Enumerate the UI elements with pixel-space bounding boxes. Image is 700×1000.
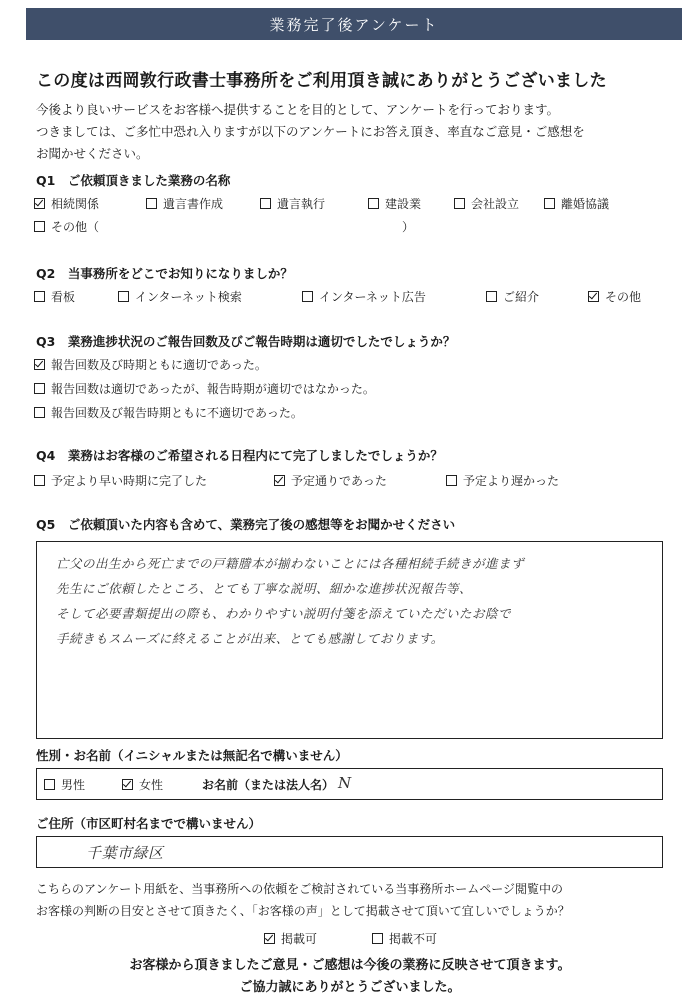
checkbox[interactable] — [260, 198, 271, 209]
q4-label: Q4 業務はお客様のご希望される日程内にて完了しましたでしょうか？ — [36, 448, 443, 463]
checkbox-checked[interactable] — [34, 359, 45, 370]
intro-line-1: 今後より良いサービスをお客様へ提供することを目的として、アンケートを行っております。 — [36, 102, 560, 117]
name-label: お名前（または法人名） — [202, 778, 335, 792]
checkbox[interactable] — [302, 291, 313, 302]
q2-option-signboard[interactable]: 看板 — [34, 288, 75, 305]
q1-label: Q1 ご依頼頂きました業務の名称 — [36, 173, 231, 188]
q1-option-will-drafting[interactable]: 遺言書作成 — [146, 195, 223, 212]
checkbox-checked[interactable] — [588, 291, 599, 302]
q5-answer-line-1: 亡父の出生から死亡までの戸籍謄本が揃わないことには各種相続手続きが進まず — [56, 556, 525, 571]
q1-option-company-setup[interactable]: 会社設立 — [454, 195, 519, 212]
publish-allow[interactable]: 掲載可 — [264, 930, 317, 947]
q1-option-construction[interactable]: 建設業 — [368, 195, 421, 212]
address-value: 千葉市緑区 — [86, 844, 164, 862]
checkbox[interactable] — [34, 383, 45, 394]
checkbox[interactable] — [544, 198, 555, 209]
q4-option-on-schedule[interactable]: 予定通りであった — [274, 472, 387, 489]
name-value[interactable]: N — [338, 774, 352, 792]
checkbox[interactable] — [44, 779, 55, 790]
checkbox[interactable] — [118, 291, 129, 302]
checkbox[interactable] — [454, 198, 465, 209]
gender-female[interactable]: 女性 — [122, 776, 163, 793]
checkbox-checked[interactable] — [122, 779, 133, 790]
q5-answer-line-4: 手続きもスムーズに終えることが出来、とても感謝しております。 — [56, 631, 444, 646]
survey-header — [26, 8, 682, 40]
closing-line-1: お客様から頂きましたご意見・ご感想は今後の業務に反映させて頂きます。 — [129, 958, 571, 973]
q5-answer-line-3: そして必要書類提出の際も、わかりやすい説明付箋を添えていただいたお陰で — [56, 606, 512, 621]
q1-option-will-execution[interactable]: 遺言執行 — [260, 195, 325, 212]
checkbox[interactable] — [372, 933, 383, 944]
publish-text-1: こちらのアンケート用紙を、当事務所への依頼をご検討されている当事務所ホームページ閲覧中の — [36, 882, 564, 896]
q2-option-web-search[interactable]: インターネット検索 — [118, 288, 242, 305]
intro-line-2: つきましては、ご多忙中恐れ入りますが以下のアンケートにお答え頂き、率直なご意見・ご感想を — [36, 124, 585, 139]
q1-option-divorce[interactable]: 離婚協議 — [544, 195, 609, 212]
closing-line-2: ご協力誠にありがとうございました。 — [239, 980, 461, 995]
checkbox-checked[interactable] — [34, 198, 45, 209]
q2-option-other[interactable]: その他 — [588, 288, 641, 305]
q3-option-1[interactable]: 報告回数及び時期ともに適切であった。 — [34, 356, 267, 373]
survey-title: 業務完了後アンケート — [269, 15, 439, 34]
checkbox[interactable] — [34, 475, 45, 486]
checkbox[interactable] — [34, 221, 45, 232]
q3-label: Q3 業務進捗状況のご報告回数及びご報告時期は適切でしたでしょうか？ — [36, 334, 456, 349]
intro-line-3: お聞かせください。 — [36, 146, 149, 161]
gender-male[interactable]: 男性 — [44, 776, 85, 793]
q1-option-inheritance[interactable]: 相続関係 — [34, 195, 99, 212]
publish-text-2: お客様の判断の目安とさせて頂きたく、「お客様の声」として掲載させて頂いて宜しいでしょうか？ — [36, 904, 570, 918]
main-title: この度は西岡敦行政書士事務所をご利用頂き誠にありがとうございました — [36, 71, 607, 91]
checkbox[interactable] — [34, 291, 45, 302]
q2-label: Q2 当事務所をどこでお知りになりましか？ — [36, 266, 293, 281]
q3-option-2[interactable]: 報告回数は適切であったが、報告時期が適切ではなかった。 — [34, 380, 375, 397]
q1-option-other[interactable]: その他（ — [34, 218, 99, 235]
q1-other-close: ） — [402, 220, 415, 234]
q4-option-late[interactable]: 予定より遅かった — [446, 472, 559, 489]
q2-option-web-ad[interactable]: インターネット広告 — [302, 288, 426, 305]
gender-name-label: 性別・お名前（イニシャルまたは無記名で構いません） — [36, 748, 348, 763]
q3-option-3[interactable]: 報告回数及び報告時期ともに不適切であった。 — [34, 404, 303, 421]
checkbox[interactable] — [34, 407, 45, 418]
checkbox[interactable] — [146, 198, 157, 209]
q2-option-referral[interactable]: ご紹介 — [486, 288, 539, 305]
checkbox-checked[interactable] — [274, 475, 285, 486]
checkbox[interactable] — [446, 475, 457, 486]
q5-label: Q5 ご依頼頂いた内容も含めて、業務完了後の感想等をお聞かせください — [36, 517, 456, 532]
publish-deny[interactable]: 掲載不可 — [372, 930, 437, 947]
q5-answer-line-2: 先生にご依頼したところ、とても丁寧な説明、細かな進捗状況報告等、 — [56, 581, 473, 596]
q4-option-early[interactable]: 予定より早い時期に完了した — [34, 472, 207, 489]
checkbox[interactable] — [486, 291, 497, 302]
address-label: ご住所（市区町村名までで構いません） — [36, 816, 262, 831]
checkbox[interactable] — [368, 198, 379, 209]
checkbox-checked[interactable] — [264, 933, 275, 944]
